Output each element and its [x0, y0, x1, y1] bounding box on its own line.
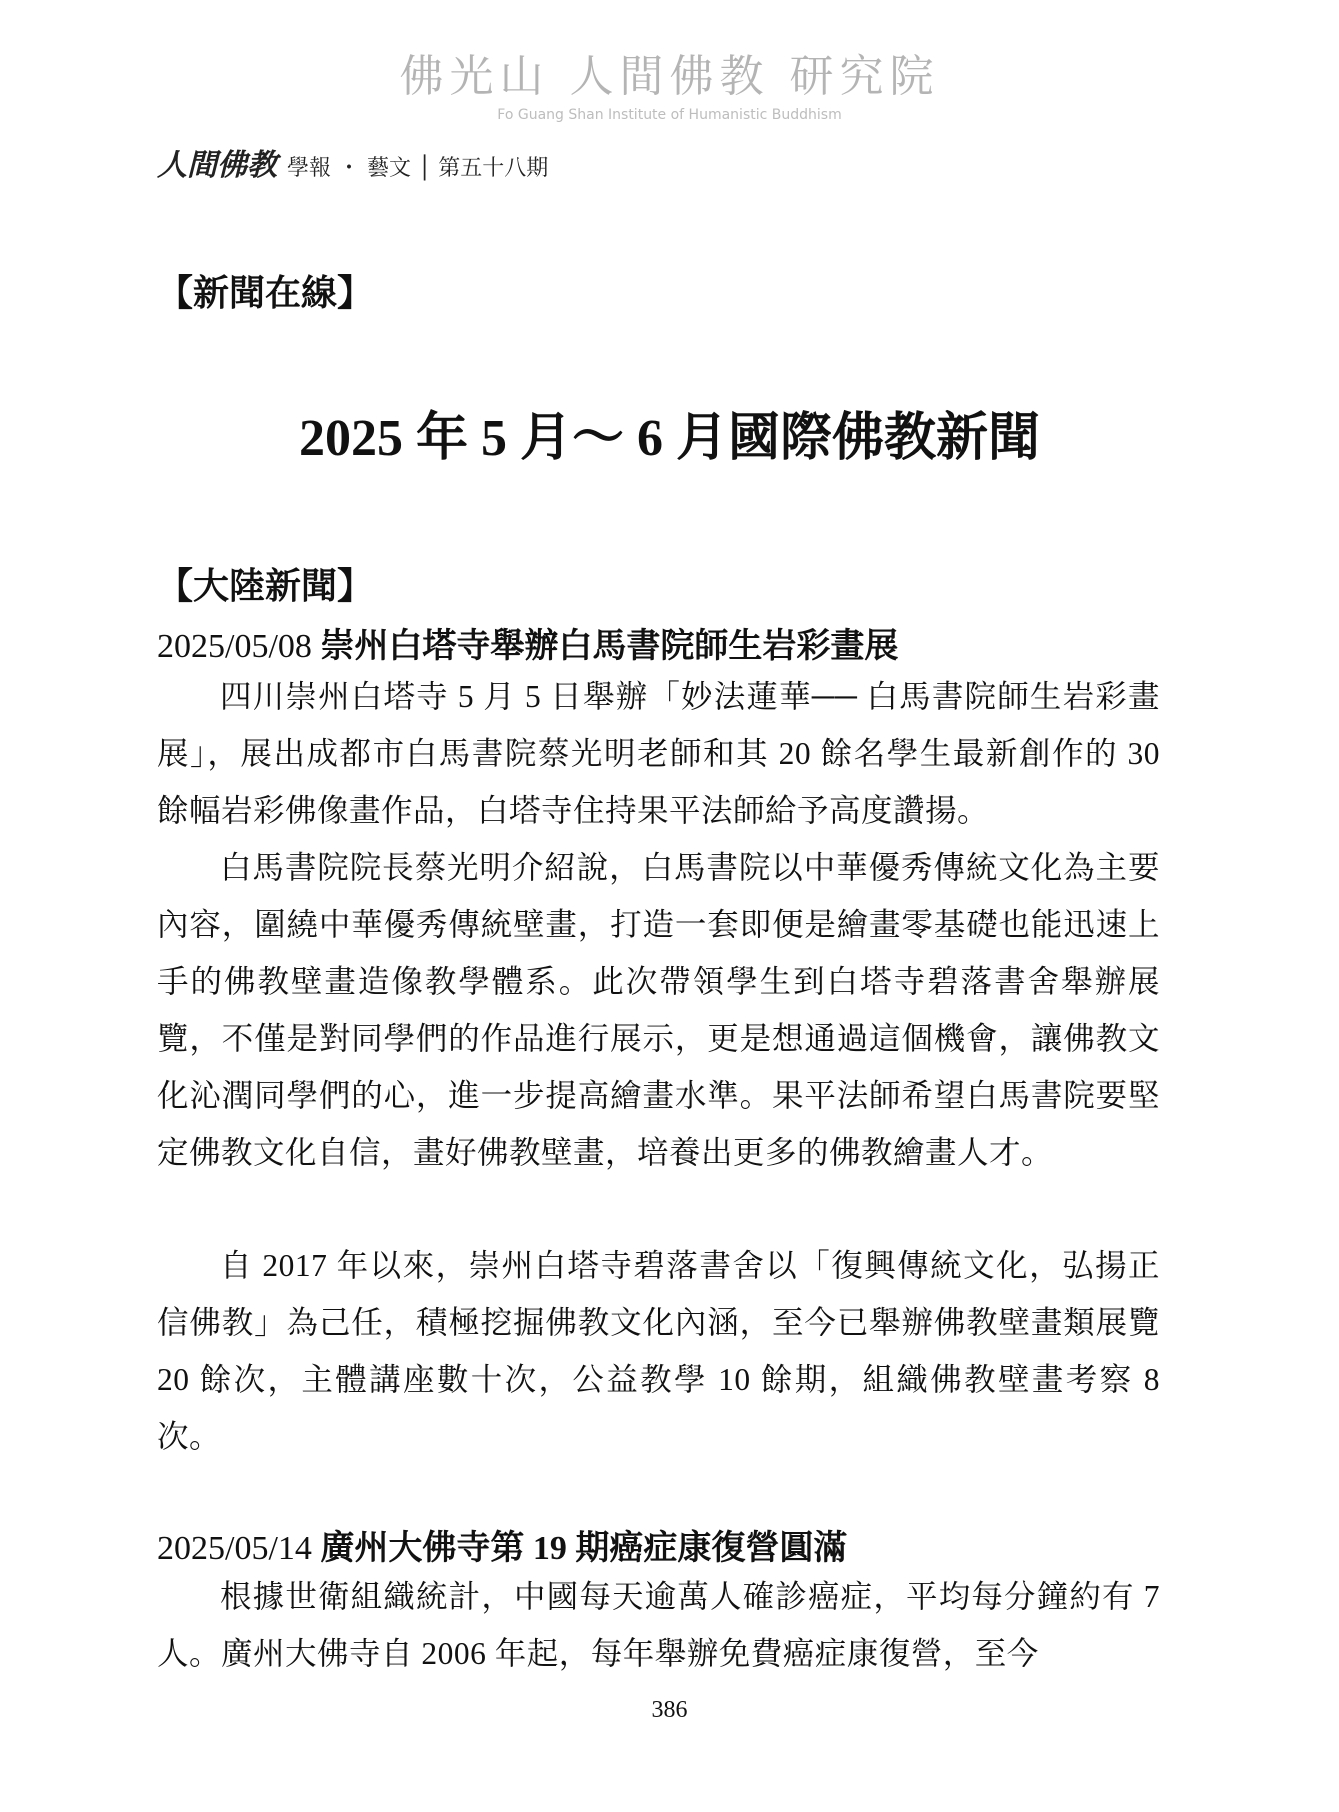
institute-watermark-english: Fo Guang Shan Institute of Humanistic Buddhism	[497, 107, 842, 123]
article-paragraph: 根據世衛組織統計，中國每天逾萬人確診癌症，平均每分鐘約有 7 人。廣州大佛寺自 2006 年起，每年舉辦免費癌症康復營，至今	[157, 1579, 1160, 1671]
journal-brand-logo: 人間佛教	[157, 148, 277, 183]
article-heading	[157, 618, 898, 667]
article-heading	[157, 1520, 847, 1569]
article-date: 2025/05/14	[157, 1530, 312, 1567]
journal-issue-info: 學報 ・ 藝文 │ 第五十八期	[287, 156, 549, 181]
article-headline: 崇州白塔寺舉辦白馬書院師生岩彩畫展	[320, 628, 899, 665]
article-paragraph: 四川崇州白塔寺 5 月 5 日舉辦「妙法蓮華── 白馬書院師生岩彩畫展」，展出成都市白馬書院蔡光明老師和其 20 餘名學生最新創作的 30 餘幅岩彩佛像畫作品，白塔寺住持果平法師給予高度讚揚。	[157, 679, 1160, 828]
page-title: 2025 年 5 月～ 6 月國際佛教新聞	[298, 410, 1040, 467]
institute-watermark-chinese: 佛光山 人間佛教 研究院	[399, 51, 940, 102]
journal-running-header	[157, 140, 548, 184]
section-label: 【新聞在線】	[157, 273, 374, 313]
article-paragraph: 自 2017 年以來，崇州白塔寺碧落書舍以「復興傳統文化，弘揚正信佛教」為己任，積極挖掘佛教文化內涵，至今已舉辦佛教壁畫類展覽 20 餘次，主體講座數十次，公益教學 10 餘期，組織佛教壁畫考察 8 次。	[157, 1248, 1160, 1454]
article-headline: 廣州大佛寺第 19 期癌症康復營圓滿	[320, 1530, 848, 1567]
subsection-label: 【大陸新聞】	[157, 566, 374, 606]
article-paragraph: 白馬書院院長蔡光明介紹說，白馬書院以中華優秀傳統文化為主要內容，圍繞中華優秀傳統壁畫，打造一套即便是繪畫零基礎也能迅速上手的佛教壁畫造像教學體系。此次帶領學生到白塔寺碧落書舍舉辦展覽，不僅是對同學們的作品進行展示，更是想通過這個機會，讓佛教文化沁潤同學們的心，進一步提高繪畫水準。果平法師希望白馬書院要堅定佛教文化自信，畫好佛教壁畫，培養出更多的佛教繪畫人才。	[157, 850, 1160, 1170]
page-number: 386	[651, 1697, 688, 1723]
article-date: 2025/05/08	[157, 628, 312, 665]
